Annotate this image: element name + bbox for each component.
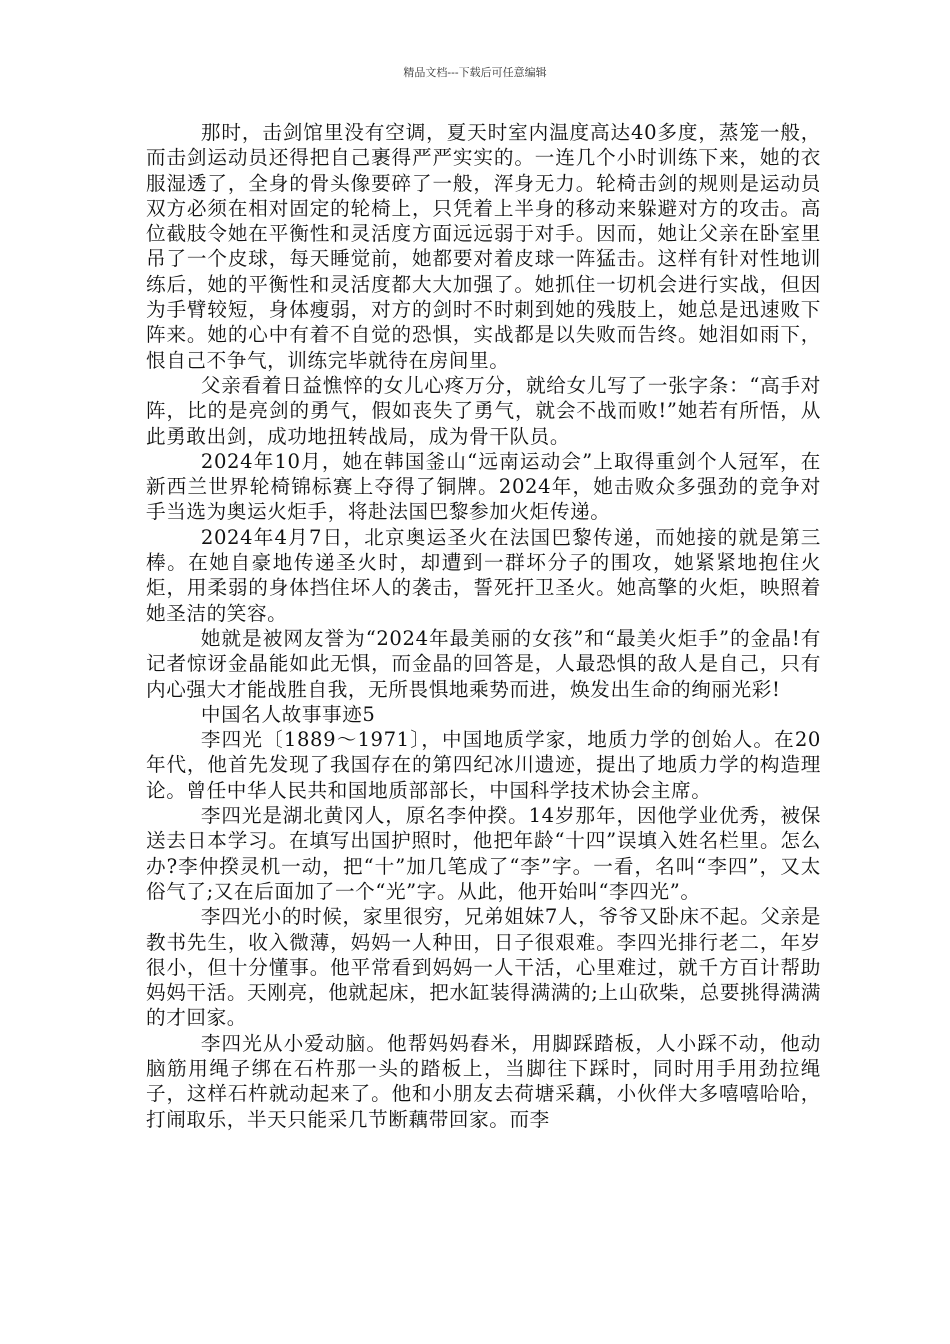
paragraph-father-note: 父亲看着日益憔悴的女儿心疼万分，就给女儿写了一张字条：“高手对阵，比的是亮剑的勇气，假如丧失了勇气，就会不战而败!”她若有所悟，从此勇敢出剑，成功地扭转战局，成为骨干队员。 <box>146 373 821 448</box>
paragraph-li-siguang-name: 李四光是湖北黄冈人，原名李仲揆。14岁那年，因他学业优秀，被保送去日本学习。在填写出国护照时，他把年龄“十四”误填入姓名栏里。怎么办?李仲揆灵机一动，把“十”加几笔成了“李”字。一看，名叫“李四”，又太俗气了;又在后面加了一个“光”字。从此，他开始叫“李四光”。 <box>146 804 821 903</box>
paragraph-jin-jing: 她就是被网友誉为“2024年最美丽的女孩”和“最美火炬手”的金晶!有记者惊讶金晶能如此无惧，而金晶的回答是，人最恐惧的敌人是自己，只有内心强大才能战胜自我，无所畏惧地乘势而进，焕发出生命的绚丽光彩! <box>146 626 821 701</box>
document-body <box>146 120 821 1132</box>
paragraph-li-siguang-ingenuity: 李四光从小爱动脑。他帮妈妈舂米，用脚踩踏板，人小踩不动，他动脑筋用绳子绑在石杵那一头的踏板上，当脚往下踩时，同时用手用劲拉绳子，这样石杵就动起来了。他和小朋友去荷塘采藕，小伙伴大多嘻嘻哈哈，打闹取乐，半天只能采几节断藕带回家。而李 <box>146 1031 821 1131</box>
paragraph-torch-relay: 2024年4月7日，北京奥运圣火在法国巴黎传递，而她接的就是第三棒。在她自豪地传递圣火时，却遭到一群坏分子的围攻，她紧紧地抱住火炬，用柔弱的身体挡住坏人的袭击，誓死扞卫圣火。她高擎的火炬，映照着她圣洁的笑容。 <box>146 525 821 625</box>
paragraph-fencing-training: 那时，击剑馆里没有空调，夏天时室内温度高达40多度，蒸笼一般，而击剑运动员还得把自己裹得严严实实的。一连几个小时训练下来，她的衣服湿透了，全身的骨头像要碎了一般，浑身无力。轮椅击剑的规则是运动员双方必须在相对固定的轮椅上，只凭着上半身的移动来躲避对方的攻击。高位截肢令她在平衡性和灵活度方面远远弱于对手。因而，她让父亲在卧室里吊了一个皮球，每天睡觉前，她都要对着皮球一阵猛击。这样有针对性地训练后，她的平衡性和灵活度都大大加强了。她抓住一切机会进行实战，但因为手臂较短，身体瘦弱，对方的剑时不时刺到她的残肢上，她总是迅速败下阵来。她的心中有着不自觉的恐惧，实战都是以失败而告终。她泪如雨下，恨自己不争气，训练完毕就待在房间里。 <box>146 121 821 372</box>
section-heading: 中国名人故事事迹5 <box>200 702 376 726</box>
paragraph-li-siguang-childhood: 李四光小的时候，家里很穷，兄弟姐妹7人，爷爷又卧床不起。父亲是教书先生，收入微薄，妈妈一人种田，日子很艰难。李四光排行老二，年岁很小，但十分懂事。他平常看到妈妈一人干活，心里难过，就千方百计帮助妈妈干活。天刚亮，他就起床，把水缸装得满满的;上山砍柴，总要挑得满满的才回家。 <box>146 905 821 1030</box>
paragraph-championship: 2024年10月，她在韩国釜山“远南运动会”上取得重剑个人冠军，在新西兰世界轮椅锦标赛上夺得了铜牌。2024年，她击败众多强劲的竞争对手当选为奥运火炬手，将赴法国巴黎参加火炬传递。 <box>146 449 821 524</box>
page-header: 精品文档---下载后可任意编辑 <box>403 66 547 79</box>
paragraph-li-siguang-intro: 李四光〔1889～1971〕，中国地质学家，地质力学的创始人。在20年代，他首先发现了我国存在的第四纪冰川遗迹，提出了地质力学的构造理论。曾任中华人民共和国地质部部长，中国科学技术协会主席。 <box>146 728 821 802</box>
